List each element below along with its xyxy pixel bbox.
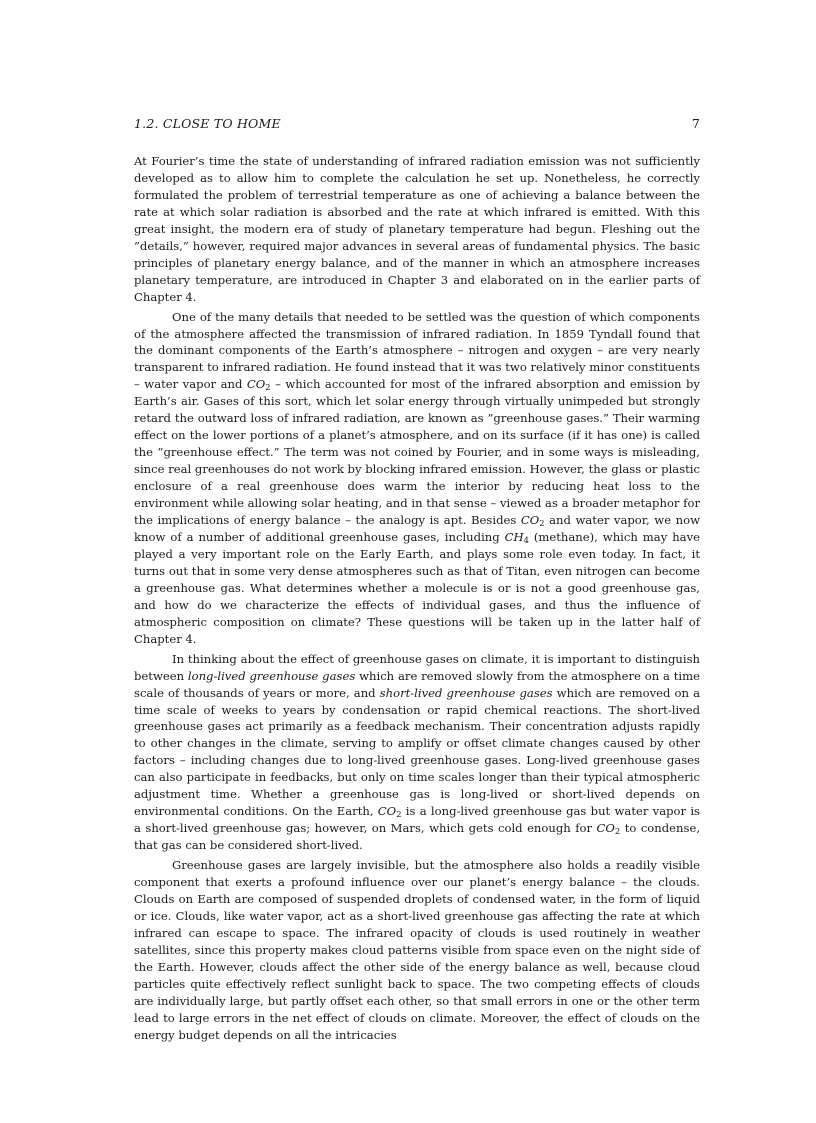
formula-base: CO bbox=[246, 377, 266, 392]
formula-co2 bbox=[378, 804, 402, 818]
text-segment: In thinking about the effect of greenhouse gases on climate, it is important to distinguish between bbox=[134, 651, 700, 683]
formula-base: CO bbox=[520, 513, 540, 528]
formula-subscript: 2 bbox=[396, 809, 402, 820]
text-segment: and water vapor, we now know of a number of additional greenhouse gases, including bbox=[134, 513, 700, 544]
text-segment: One of the many details that needed to be settled was the question of which components of the atmosphere affected the transmission of infrared radiation. In 1859 Tyndall found that the dominant components of the Earth’s atmosphere – nitrogen and oxygen – are very nearly transparent to infrared radiation. He found instead that it was two relatively minor constituents – water vapor and bbox=[134, 309, 700, 392]
text-segment: is a long-lived greenhouse gas but water vapor is a short-lived greenhouse gas; however, on Mars, which gets cold enough for bbox=[134, 804, 701, 836]
text-segment: (methane), which may have played a very important role on the Early Earth, and plays some role even today. In fact, it turns out that in some very dense atmospheres such as that of Titan, even nitrogen can become a greenhouse gas. What determines whether a molecule is or is not a good greenhouse gas, and how do we characterize the effects of individual gases, and thus the influence of atmospheric composition on climate? These questions will be taken up in the latter half of Chapter 4. bbox=[134, 529, 701, 646]
text-segment: At Fourier’s time the state of understanding of infrared radiation emission was not sufficiently developed as to allow him to complete the calculation he set up. Nonetheless, he correctly formulated the problem of terrestrial temperature as one of achieving a balance between the rate at which solar radiation is absorbed and the rate at which infrared is emitted. With this great insight, the modern era of study of planetary temperature had begun. Fleshing out the ”details,” however, required major advances in several areas of fundamental physics. The basic principles of planetary energy balance, and of the manner in which an atmosphere increases planetary temperature, are introduced in Chapter 3 and elaborated on in the earlier parts of Chapter 4. bbox=[134, 154, 700, 304]
formula-subscript: 2 bbox=[614, 826, 621, 837]
text-segment: Greenhouse gases are largely invisible, but the atmosphere also holds a readily visible component that exerts a profound influence over our planet’s energy balance – the clouds. Clouds on Earth are composed of suspended droplets of condensed water, in the form of liquid or ice. Clouds, like water vapor, act as a short-lived greenhouse gas affecting the rate at which infrared can escape to space. The infrared opacity of clouds is used routinely in weather satellites, since this property makes cloud patterns visible from space even on the night side of the Earth. However, clouds affect the other side of the energy balance as well, because cloud particles quite effectively reflect sunlight back to space. The two competing effects of clouds are individually large, but partly offset each other, so that small errors in one or the other term lead to large errors in the net effect of clouds on climate. Moreover, the effect of clouds on the energy budget depends on all the intricacies bbox=[134, 858, 700, 1042]
formula-subscript: 2 bbox=[539, 518, 545, 529]
formula-ch4 bbox=[505, 530, 529, 544]
formula-subscript: 2 bbox=[265, 382, 271, 393]
body-text bbox=[134, 153, 700, 1047]
emphasis-term: short-lived greenhouse gases bbox=[379, 685, 553, 700]
paragraph-1 bbox=[134, 153, 700, 306]
paragraph-4 bbox=[134, 857, 700, 1043]
formula-base: CH bbox=[504, 529, 524, 544]
formula-subscript: 4 bbox=[523, 535, 529, 546]
formula-co2 bbox=[597, 821, 621, 835]
running-head bbox=[134, 116, 700, 134]
emphasis-term: long-lived greenhouse gases bbox=[187, 668, 356, 683]
paragraph-2 bbox=[134, 309, 700, 648]
formula-base: CO bbox=[377, 804, 397, 819]
page-number: 7 bbox=[691, 116, 700, 131]
text-segment: which are removed on a time scale of weeks to years by condensation or rapid chemical reactions. The short-lived greenhouse gases act primarily as a feedback mechanism. Their concentration adjusts rapidly to other changes in the climate, serving to amplify or offset climate changes caused by other factors – including changes due to long-lived greenhouse gases. Long-lived greenhouse gases can also participate in feedbacks, but only on time scales longer than their typical atmospheric adjustment time. Whether a greenhouse gas is long-lived or short-lived depends on environmental conditions. On the Earth, bbox=[134, 685, 700, 819]
text-segment: – which accounted for most of the infrared absorption and emission by Earth’s air. Gases of this sort, which let solar energy through virtually unimpeded but strongly retard the outward loss of infrared radiation, are known as ”greenhouse gases.” Their warming effect on the lower portions of a planet’s atmosphere, and on its surface (if it has one) is called the ”greenhouse effect.” The term was not coined by Fourier, and in some ways is misleading, since real greenhouses do not work by blocking infrared emission. However, the glass or plastic enclosure of a real greenhouse does warm the interior by reducing heat loss to the environment while allowing solar heating, and in that sense – viewed as a broader metaphor for the implications of energy balance – the analogy is apt. Besides bbox=[134, 377, 700, 528]
paragraph-3 bbox=[134, 651, 700, 854]
section-title: 1.2. CLOSE TO HOME bbox=[134, 116, 281, 131]
formula-co2 bbox=[521, 513, 545, 527]
formula-co2 bbox=[247, 377, 271, 391]
formula-base: CO bbox=[596, 821, 615, 836]
text-segment: which are removed slowly from the atmosphere on a time scale of thousands of years or more, and bbox=[134, 668, 700, 700]
text-segment: to condense, that gas can be considered short-lived. bbox=[134, 821, 700, 853]
